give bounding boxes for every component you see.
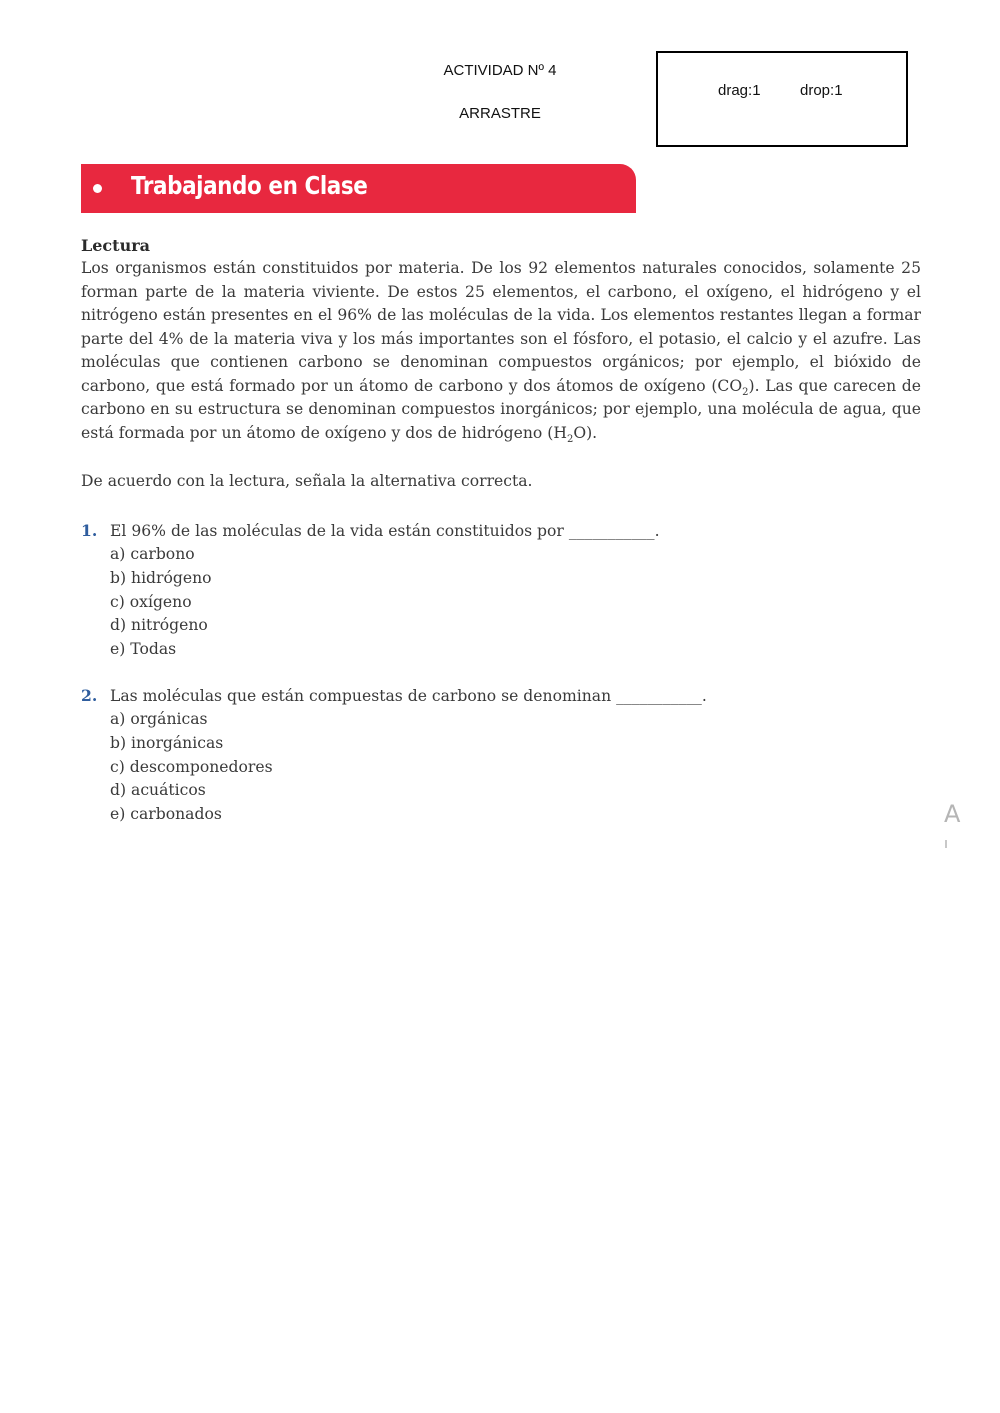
option-item[interactable]: d) nitrógeno bbox=[110, 616, 208, 635]
stray-mark: A bbox=[944, 800, 961, 828]
question-number: 1. bbox=[81, 521, 98, 540]
drop-count-label: drop:1 bbox=[800, 82, 843, 99]
option-item[interactable]: b) hidrógeno bbox=[110, 568, 212, 587]
question-2 bbox=[81, 684, 921, 827]
option-item[interactable]: a) orgánicas bbox=[110, 710, 208, 728]
option-item[interactable]: e) carbonados bbox=[110, 805, 222, 824]
activity-title: ACTIVIDAD Nº 4 bbox=[443, 62, 557, 79]
h2o-subscript: 2 bbox=[566, 433, 574, 445]
question-text[interactable]: Las moléculas que están compuestas de carbono se denominan ___________. bbox=[110, 687, 707, 705]
option-item[interactable]: c) descomponedores bbox=[110, 757, 273, 776]
answer-options bbox=[81, 543, 921, 662]
question-1 bbox=[81, 519, 921, 662]
stray-tick bbox=[945, 840, 947, 848]
option-item[interactable]: b) inorgánicas bbox=[110, 733, 224, 752]
instruction-text: De acuerdo con la lectura, señala la alternativa correcta. bbox=[81, 472, 533, 490]
option-item[interactable]: c) oxígeno bbox=[110, 592, 192, 611]
reading-text-part3: O). bbox=[573, 423, 598, 442]
reading-section bbox=[81, 235, 921, 445]
option-item[interactable]: d) acuáticos bbox=[110, 781, 206, 800]
answer-options bbox=[81, 708, 921, 827]
activity-type: ARRASTRE bbox=[459, 105, 541, 122]
banner-title: Trabajando en Clase bbox=[131, 171, 368, 200]
drag-drop-counter-box bbox=[656, 51, 908, 147]
drag-count-label: drag:1 bbox=[718, 82, 761, 99]
reading-text-part2: ). Las que carecen de carbono en su estructura se denominan compuestos inorgánicos; por ejemplo, una molécula de agua, que está formada por un átomo de oxígeno y dos de hidrógeno (H bbox=[81, 376, 921, 442]
bullet-icon bbox=[93, 184, 102, 193]
reading-heading: Lectura bbox=[81, 236, 150, 255]
reading-text-part1: Los organismos están constituidos por materia. De los 92 elementos naturales conocidos, solamente 25 forman parte de la materia viviente. De estos 25 elementos, el carbono, el oxígeno, el hidrógeno y el nitrógeno están presentes en el 96% de las moléculas de la vida. Los elementos restantes llegan a formar parte del 4% de la materia viva y los más importantes son el fósforo, el potasio, el calcio y el azufre. Las moléculas que contienen carbono se denominan compuestos orgánicos; por ejemplo, el bióxido de carbono, que está formado por un átomo de carbono y dos átomos de oxígeno (CO bbox=[81, 259, 921, 395]
co2-subscript: 2 bbox=[742, 386, 749, 398]
reading-text bbox=[81, 257, 921, 445]
option-item[interactable]: a) carbono bbox=[110, 545, 195, 563]
question-number: 2. bbox=[81, 686, 98, 705]
option-item[interactable]: e) Todas bbox=[110, 640, 177, 659]
question-text[interactable]: El 96% de las moléculas de la vida están constituidos por ___________. bbox=[110, 522, 660, 540]
section-banner bbox=[81, 164, 636, 213]
